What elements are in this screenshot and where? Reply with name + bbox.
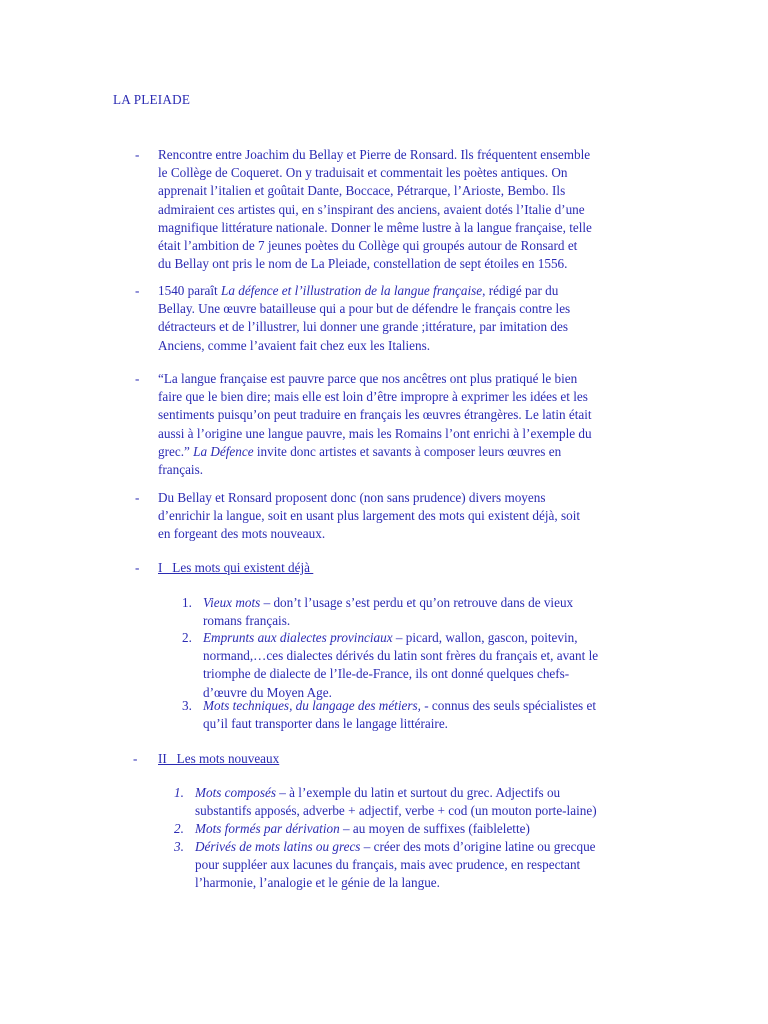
bullet-marker: - bbox=[135, 371, 140, 386]
text-line: en forgeant des mots nouveaux. bbox=[158, 526, 326, 542]
text-line: substantifs apposés, adverbe + adjectif, verbe + cod (un mouton porte-laine) bbox=[195, 803, 597, 819]
text-line bbox=[158, 443, 640, 461]
term: Mots techniques, du langage des métiers, bbox=[203, 698, 421, 713]
text-line: triomphe de dialecte de l’Ile-de-France, ils ont donné quelques chefs- bbox=[203, 666, 570, 682]
text-line: le Collège de Coqueret. On y traduisait et commentait les poètes antiques. On bbox=[158, 165, 568, 181]
text-line: “La langue française est pauvre parce que nos ancêtres ont plus pratiqué le bien bbox=[158, 371, 578, 386]
text-line bbox=[203, 594, 663, 612]
term: Mots formés par dérivation bbox=[195, 821, 340, 836]
text-line bbox=[195, 838, 665, 856]
text-run: 1540 paraît bbox=[158, 283, 221, 298]
list-item bbox=[203, 697, 663, 733]
list-number: 1. bbox=[182, 595, 192, 610]
list-item bbox=[195, 838, 665, 893]
section-heading-mots-nouveaux: II Les mots nouveaux bbox=[158, 751, 280, 766]
text-run: – picard, wallon, gascon, poitevin, bbox=[392, 630, 578, 645]
term: Mots composés bbox=[195, 785, 276, 800]
list-number: 2. bbox=[174, 821, 184, 836]
text-line: romans français. bbox=[203, 613, 291, 629]
paragraph-du-bellay bbox=[158, 489, 640, 544]
book-title: La Défence bbox=[193, 443, 254, 459]
section-heading-mots-existants: I Les mots qui existent déjà bbox=[158, 560, 314, 575]
text-line: détracteurs et de l’illustrer, lui donner une grande ;ittérature, par imitation des bbox=[158, 319, 568, 335]
text-run: grec.” bbox=[158, 443, 194, 459]
text-run: – créer des mots d’origine latine ou grecque bbox=[360, 839, 596, 854]
bullet-marker: - bbox=[133, 751, 138, 766]
text-line: aussi à l’origine une langue pauvre, mais les Romains l’ont enrichi à l’exemple du bbox=[158, 425, 592, 441]
term: Dérivés de mots latins ou grecs bbox=[195, 839, 361, 854]
text-line: d’œuvre du Moyen Age. bbox=[203, 684, 332, 700]
text-run: - connus des seuls spécialistes et bbox=[420, 698, 597, 713]
text-line bbox=[158, 282, 640, 300]
list-number: 2. bbox=[182, 630, 192, 645]
text-line: pour suppléer aux lacunes du français, mais avec prudence, en respectant bbox=[195, 857, 581, 873]
text-line: normand,…ces dialectes dérivés du latin sont frères du français et, avant le bbox=[203, 648, 599, 664]
text-line: faire que le bien dire; mais elle est loin d’être impropre à exprimer les idées et les bbox=[158, 389, 588, 405]
term: Vieux mots bbox=[203, 595, 261, 610]
paragraph-quote bbox=[158, 370, 640, 479]
list-number: 3. bbox=[182, 698, 192, 713]
text-run: – don’t l’usage s’est perdu et qu’on retrouve dans de vieux bbox=[260, 595, 574, 610]
text-line: admiraient ces artistes qui, en s’inspirant des anciens, avaient dotés l’Italie d’une bbox=[158, 201, 585, 217]
term: Emprunts aux dialectes provinciaux bbox=[203, 630, 393, 645]
list-item bbox=[195, 820, 665, 838]
text-line: magnifique littérature nationale. Donner le même lustre à la langue française, telle bbox=[158, 219, 592, 235]
bullet-marker: - bbox=[135, 147, 140, 162]
text-line: était l’ambition de 7 jeunes poètes du Collège qui groupés autour de Ronsard et bbox=[158, 238, 578, 254]
list-item bbox=[203, 594, 663, 630]
page-title: LA PLEIADE bbox=[113, 92, 191, 107]
text-run: – à l’exemple du latin et surtout du grec. Adjectifs ou bbox=[275, 785, 561, 800]
text-run: , rédigé par du bbox=[482, 283, 559, 298]
text-line: sentiments puisqu’on peut traduire en français les œuvres étrangères. Le latin était bbox=[158, 407, 592, 423]
list-item bbox=[195, 784, 665, 820]
text-run: – au moyen de suffixes (faiblelette) bbox=[339, 821, 530, 836]
bullet-marker: - bbox=[135, 560, 140, 575]
text-line bbox=[195, 820, 665, 838]
text-line bbox=[195, 784, 665, 802]
paragraph-1540 bbox=[158, 282, 640, 355]
text-line: du Bellay ont pris le nom de La Pleiade, constellation de sept étoiles en 1556. bbox=[158, 256, 568, 272]
list-item bbox=[203, 629, 663, 702]
text-line: Rencontre entre Joachim du Bellay et Pierre de Ronsard. Ils fréquentent ensemble bbox=[158, 147, 591, 162]
text-run: invite donc artistes et savants à composer leurs œuvres en bbox=[253, 443, 562, 459]
text-line: apprenait l’italien et goûtait Dante, Boccace, Pétrarque, l’Arioste, Bembo. Ils bbox=[158, 183, 566, 199]
text-line: qu’il faut transporter dans le langage littéraire. bbox=[203, 716, 448, 732]
text-line: Bellay. Une œuvre batailleuse qui a pour but de défendre le français contre les bbox=[158, 301, 571, 317]
paragraph-rencontre bbox=[158, 146, 640, 273]
book-title: La défence et l’illustration de la langue française bbox=[221, 283, 483, 298]
text-line: Anciens, comme l’avaient fait chez eux les Italiens. bbox=[158, 337, 431, 353]
text-line: l’harmonie, l’analogie et le génie de la langue. bbox=[195, 875, 440, 891]
text-line bbox=[203, 697, 663, 715]
list-number: 1. bbox=[174, 785, 184, 800]
text-line: d’enrichir la langue, soit en usant plus largement des mots qui existent déjà, soit bbox=[158, 508, 581, 524]
bullet-marker: - bbox=[135, 283, 140, 298]
text-line: français. bbox=[158, 462, 204, 478]
text-line bbox=[203, 629, 663, 647]
bullet-marker: - bbox=[135, 490, 140, 505]
text-line: Du Bellay et Ronsard proposent donc (non sans prudence) divers moyens bbox=[158, 490, 546, 505]
list-number: 3. bbox=[174, 839, 184, 854]
